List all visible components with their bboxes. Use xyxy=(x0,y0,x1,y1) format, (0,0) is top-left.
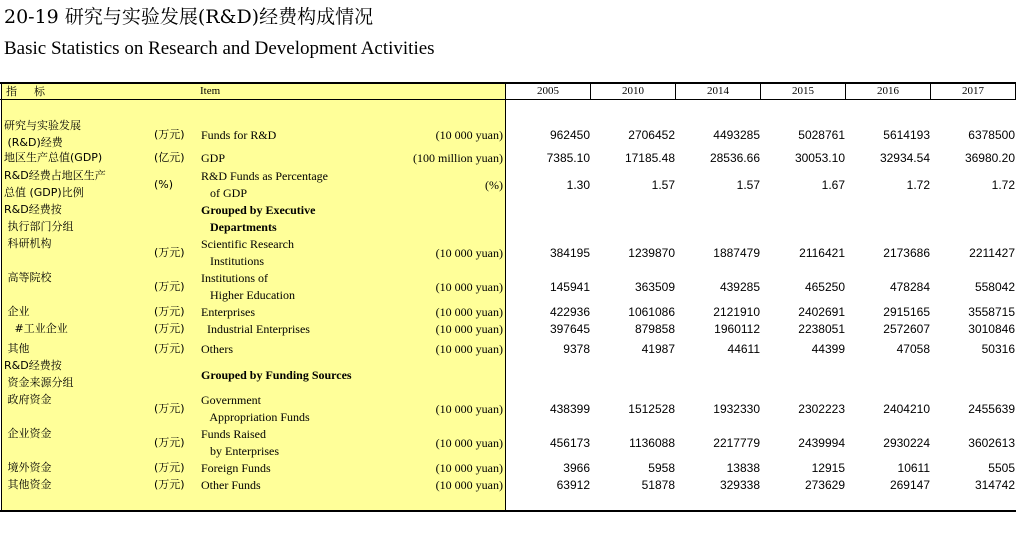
row-label-cn: 执行部门分组 xyxy=(4,220,74,233)
header-year: 2010 xyxy=(622,85,644,97)
row-unit-cn: (万元) xyxy=(154,342,185,355)
row-value: 558042 xyxy=(974,280,1015,294)
row-label-cn: 其他 xyxy=(4,342,30,355)
row-label-en: Funds for R&D xyxy=(201,128,277,142)
row-value: 145941 xyxy=(549,280,590,294)
row-label-en: R&D Funds as Percentage xyxy=(201,169,328,183)
row-label-en: Grouped by Funding Sources xyxy=(201,368,352,382)
row-value: 30053.10 xyxy=(794,151,845,165)
row-unit-cn: (万元) xyxy=(154,461,185,474)
row-label-en: Funds Raised xyxy=(201,427,267,441)
row-label-cn: 资金来源分组 xyxy=(4,376,74,389)
row-value: 5614193 xyxy=(883,128,930,142)
row-value: 50316 xyxy=(981,342,1015,356)
row-unit-cn: (万元) xyxy=(154,478,185,491)
row-unit-cn: (万元) xyxy=(154,305,185,318)
row-value: 1.72 xyxy=(906,178,930,192)
row-value: 329338 xyxy=(719,478,760,492)
table-bottom-rule xyxy=(0,510,1016,512)
row-label-cn: R&D经费按 xyxy=(4,203,62,216)
row-value: 44611 xyxy=(727,342,760,356)
row-value: 2302223 xyxy=(798,402,845,416)
row-value: 5028761 xyxy=(798,128,845,142)
row-label-en: Departments xyxy=(201,220,277,234)
row-value: 363509 xyxy=(634,280,675,294)
row-value: 17185.48 xyxy=(624,151,675,165)
row-unit-en: (10 000 yuan) xyxy=(435,128,503,142)
header-indicator-cn: 指 标 xyxy=(6,85,48,98)
header-year: 2014 xyxy=(707,85,729,97)
row-value: 4493285 xyxy=(713,128,760,142)
row-value: 438399 xyxy=(549,402,590,416)
row-value: 1.57 xyxy=(736,178,760,192)
row-unit-cn: (万元) xyxy=(154,128,185,141)
row-label-cn: 企业资金 xyxy=(4,427,52,440)
row-unit-en: (10 000 yuan) xyxy=(435,305,503,319)
row-value: 1.30 xyxy=(566,178,590,192)
row-value: 5958 xyxy=(648,461,675,475)
row-value: 1239870 xyxy=(628,246,675,260)
row-value: 10611 xyxy=(897,461,930,475)
row-label-en: Grouped by Executive xyxy=(201,203,316,217)
row-unit-en: (%) xyxy=(485,178,503,192)
row-unit-en: (10 000 yuan) xyxy=(435,322,503,336)
row-label-cn: 研究与实验发展 xyxy=(4,119,81,132)
row-value: 2706452 xyxy=(628,128,675,142)
row-label-cn: R&D经费按 xyxy=(4,359,62,372)
row-value: 7385.10 xyxy=(546,151,590,165)
row-unit-en: (10 000 yuan) xyxy=(435,342,503,356)
row-label-en: Others xyxy=(201,342,233,356)
row-unit-cn: (万元) xyxy=(154,402,185,415)
row-label-en: by Enterprises xyxy=(201,444,279,458)
row-value: 47058 xyxy=(896,342,930,356)
row-value: 36980.20 xyxy=(964,151,1015,165)
left-border xyxy=(1,84,2,510)
row-label-en: of GDP xyxy=(201,186,248,200)
row-value: 465250 xyxy=(804,280,845,294)
row-label-cn: 科研机构 xyxy=(4,237,52,250)
row-value: 269147 xyxy=(889,478,930,492)
row-value: 384195 xyxy=(549,246,590,260)
row-value: 3558715 xyxy=(968,305,1015,319)
row-value: 63912 xyxy=(556,478,590,492)
header-year: 2015 xyxy=(792,85,814,97)
row-value: 2572607 xyxy=(883,322,930,336)
page-title-en: Basic Statistics on Research and Development Activities xyxy=(4,38,435,59)
row-value: 2915165 xyxy=(883,305,930,319)
row-value: 478284 xyxy=(889,280,930,294)
row-value: 2238051 xyxy=(798,322,845,336)
header-bottom-rule xyxy=(0,99,1016,100)
row-value: 439285 xyxy=(719,280,760,294)
row-unit-cn: (万元) xyxy=(154,436,185,449)
row-value: 2930224 xyxy=(883,436,930,450)
row-value: 2439994 xyxy=(798,436,845,450)
indicator-column-border xyxy=(505,84,506,510)
row-label-cn: R&D经费占地区生产 xyxy=(4,169,106,182)
row-value: 3966 xyxy=(563,461,590,475)
row-unit-en: (10 000 yuan) xyxy=(435,461,503,475)
row-unit-en: (10 000 yuan) xyxy=(435,478,503,492)
row-label-en: Higher Education xyxy=(201,288,295,302)
row-value: 12915 xyxy=(811,461,845,475)
row-label-cn: 政府资金 xyxy=(4,393,52,406)
row-label-cn: 总值 (GDP)比例 xyxy=(4,186,84,199)
row-value: 1887479 xyxy=(713,246,760,260)
row-value: 28536.66 xyxy=(709,151,760,165)
row-label-cn: 境外资金 xyxy=(4,461,52,474)
row-value: 32934.54 xyxy=(879,151,930,165)
row-label-cn: 高等院校 xyxy=(4,271,52,284)
row-value: 422936 xyxy=(549,305,590,319)
row-unit-en: (10 000 yuan) xyxy=(435,280,503,294)
row-value: 2121910 xyxy=(713,305,760,319)
row-value: 9378 xyxy=(563,342,590,356)
header-year: 2005 xyxy=(537,85,559,97)
row-value: 879858 xyxy=(634,322,675,336)
row-value: 1.72 xyxy=(991,178,1015,192)
row-label-en: Enterprises xyxy=(201,305,255,319)
row-value: 51878 xyxy=(641,478,675,492)
row-unit-en: (100 million yuan) xyxy=(413,151,503,165)
row-unit-cn: (万元) xyxy=(154,246,185,259)
row-value: 962450 xyxy=(549,128,590,142)
row-unit-cn: (%) xyxy=(154,178,174,191)
row-value: 44399 xyxy=(811,342,845,356)
row-value: 2455639 xyxy=(968,402,1015,416)
row-value: 456173 xyxy=(549,436,590,450)
header-item: Item xyxy=(200,85,221,97)
row-value: 1512528 xyxy=(628,402,675,416)
page-title-cn: 20-19 研究与实验发展(R&D)经费构成情况 xyxy=(4,6,374,28)
row-value: 2211427 xyxy=(969,246,1015,260)
row-value: 6378500 xyxy=(968,128,1015,142)
row-label-cn: 企业 xyxy=(4,305,30,318)
row-value: 2116421 xyxy=(799,246,845,260)
row-value: 41987 xyxy=(641,342,675,356)
row-label-cn: 地区生产总值(GDP) xyxy=(4,151,103,164)
row-unit-en: (10 000 yuan) xyxy=(435,402,503,416)
row-label-en: Appropriation Funds xyxy=(201,410,310,424)
row-label-cn: #工业企业 xyxy=(4,322,68,335)
row-value: 1932330 xyxy=(713,402,760,416)
row-label-cn: 其他资金 xyxy=(4,478,52,491)
row-value: 3010846 xyxy=(968,322,1015,336)
row-unit-cn: (万元) xyxy=(154,322,185,335)
row-value: 1.67 xyxy=(821,178,845,192)
row-value: 1960112 xyxy=(714,322,760,336)
row-label-en: Institutions of xyxy=(201,271,269,285)
row-label-en: Government xyxy=(201,393,261,407)
row-unit-cn: (亿元) xyxy=(154,151,185,164)
row-value: 2217779 xyxy=(713,436,760,450)
row-value: 1136088 xyxy=(629,436,675,450)
row-label-en: Foreign Funds xyxy=(201,461,271,475)
row-value: 2173686 xyxy=(883,246,930,260)
row-label-en: Scientific Research xyxy=(201,237,294,251)
row-value: 2402691 xyxy=(798,305,845,319)
row-label-cn: (R&D)经费 xyxy=(4,136,63,149)
row-label-en: Institutions xyxy=(201,254,265,268)
row-value: 2404210 xyxy=(883,402,930,416)
row-value: 13838 xyxy=(726,461,760,475)
row-unit-cn: (万元) xyxy=(154,280,185,293)
row-value: 314742 xyxy=(974,478,1015,492)
row-value: 397645 xyxy=(549,322,590,336)
row-unit-en: (10 000 yuan) xyxy=(435,246,503,260)
header-year: 2017 xyxy=(962,85,984,97)
row-value: 273629 xyxy=(804,478,845,492)
row-unit-en: (10 000 yuan) xyxy=(435,436,503,450)
row-value: 1.57 xyxy=(651,178,675,192)
row-value: 1061086 xyxy=(628,305,675,319)
row-value: 3602613 xyxy=(968,436,1015,450)
row-label-en: GDP xyxy=(201,151,226,165)
row-value: 5505 xyxy=(988,461,1015,475)
header-year: 2016 xyxy=(877,85,899,97)
row-label-en: Other Funds xyxy=(201,478,261,492)
row-label-en: Industrial Enterprises xyxy=(201,322,310,336)
